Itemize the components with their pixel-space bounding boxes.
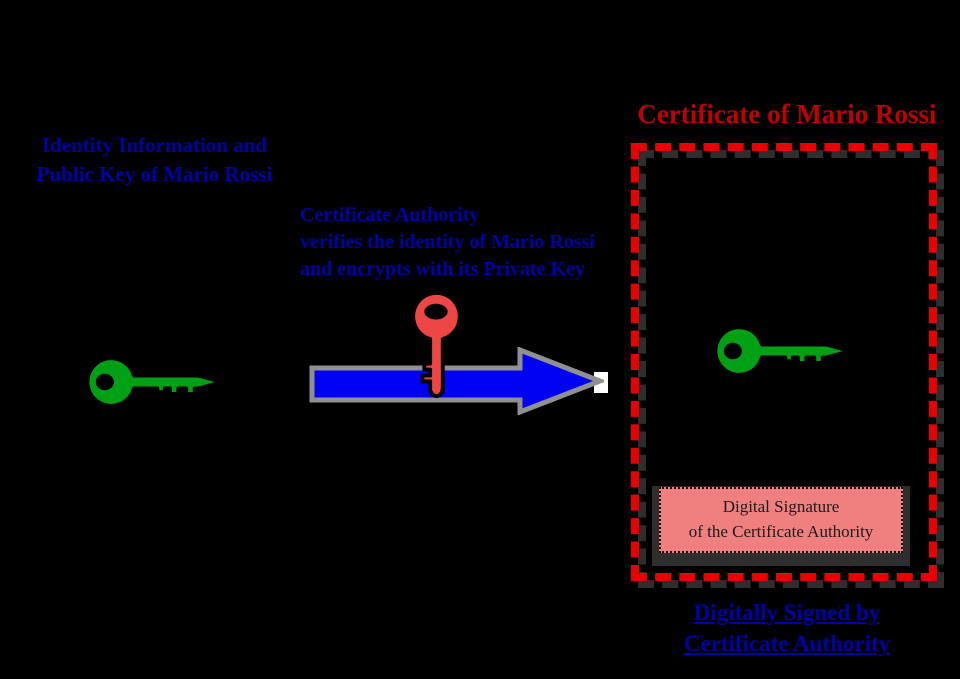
certificate-authority-label <box>300 202 595 283</box>
digitally-signed-label <box>631 597 943 659</box>
digital-signature-box <box>659 487 903 553</box>
signature-line2: of the Certificate Authority <box>688 522 874 541</box>
ca-label-line1: Certificate Authority <box>300 204 480 226</box>
identity-info-line1: Identity Information and <box>41 133 268 157</box>
ca-label-line2: verifies the identity of Mario Rossi <box>300 231 595 253</box>
private-key-icon <box>401 291 469 401</box>
identity-info-line2: Public Key of Mario Rossi <box>36 162 273 186</box>
identity-info-label <box>12 131 297 189</box>
certified-public-key-icon <box>712 320 857 382</box>
public-key-icon <box>84 351 229 413</box>
signature-line1: Digital Signature <box>722 497 840 516</box>
footer-line2: Certificate Authority <box>683 631 891 656</box>
ca-label-line3: and encrypts with its Private Key <box>300 258 585 280</box>
certificate-title: Certificate of Mario Rossi <box>637 99 937 129</box>
footer-line1: Digitally Signed by <box>693 600 881 625</box>
